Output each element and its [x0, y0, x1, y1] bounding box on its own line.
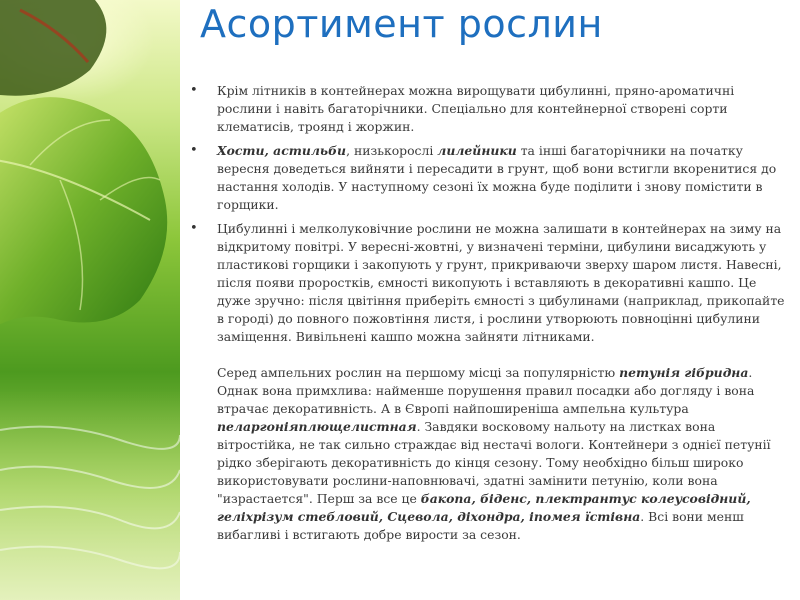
- bullet-marker: •: [190, 83, 198, 98]
- bullet-text: [217, 142, 788, 214]
- bullet-item: [188, 82, 788, 136]
- slide-content: [188, 82, 788, 550]
- bullet-item: [188, 142, 788, 214]
- bullet-item: [188, 220, 788, 544]
- bullet-marker: •: [190, 221, 198, 236]
- body-text: , низькорослі: [346, 143, 438, 158]
- body-text: Серед ампельних рослин на першому місці за популярністю: [217, 365, 620, 380]
- body-text: Крім літників в контейнерах можна вирощувати цибулинні, пряно-ароматичні рослини і навіть багаторічники. Спеціально для контейнерної створені сорти клематисів, троянд і жоржин.: [217, 83, 735, 134]
- bullet-text: [217, 220, 788, 544]
- green-leaf-icon: [0, 0, 180, 600]
- body-text: та інші багаторічники на початку вересня доведеться вийняти і пересадити в грунт, щоб вони встигли вкоренитися до настання холодів. У наступному сезоні їх можна буде поділити і знову помістити в горщики.: [217, 143, 777, 212]
- bullet-list: [188, 82, 788, 544]
- paragraph-break: [217, 346, 788, 364]
- emphasis-text: лилейники: [437, 143, 517, 158]
- body-text: Цибулинні і мелколуковічние рослини не можна залишати в контейнерах на зиму на відкритому повітрі. У вересні-жовтні, у визначені терміни, цибулини висаджують у пластикові горщики і закопують у грунт, прикриваючи зверху шаром листя. Навесні, після появи проростків, ємності викопують і вставляють в декоративні кашпо. Це дуже зручно: після цвітіння приберіть ємності з цибулинами (наприклад, прикопайте в городі) до повного пожовтіння листя, і рослини утворюють повноцінні цибулини заміщення. Вивільнені кашпо можна зайняти літниками.: [217, 221, 785, 344]
- bullet-marker: •: [190, 143, 198, 158]
- body-text: . Завдяки восковому нальоту на листках вона вітростійка, не так сильно страждає від нестачі вологи. Контейнери з однієї петунії рідко зберігають декоративність до кінця сезону. Тому необхідно більш широко використовувати рослини-наповнювачі, здатні замінити петунію, коли вона "израстается". Перш за все це: [217, 419, 771, 506]
- emphasis-text: петунія гібридна: [619, 365, 749, 380]
- emphasis-text: Хости, астильби: [217, 143, 347, 158]
- slide-title: Асортимент рослин: [200, 2, 603, 46]
- emphasis-text: пеларгоніяплющелистная: [217, 419, 417, 434]
- leaf-background-image: [0, 0, 180, 600]
- emphasis-text: бакопа, біденс, плектрантус колеусовідний, геліхрізум стебловий, Сцевола, діхондра, іпомея їстівна: [217, 491, 751, 524]
- body-text: . Однак вона примхлива: найменше порушення правил посадки або догляду і вона втрачає декоративність. А в Європі найпоширеніша ампельна культура: [217, 365, 755, 416]
- bullet-text: [217, 82, 788, 136]
- body-text: . Всі вони менш вибагливі і встигають добре вирости за сезон.: [217, 509, 744, 542]
